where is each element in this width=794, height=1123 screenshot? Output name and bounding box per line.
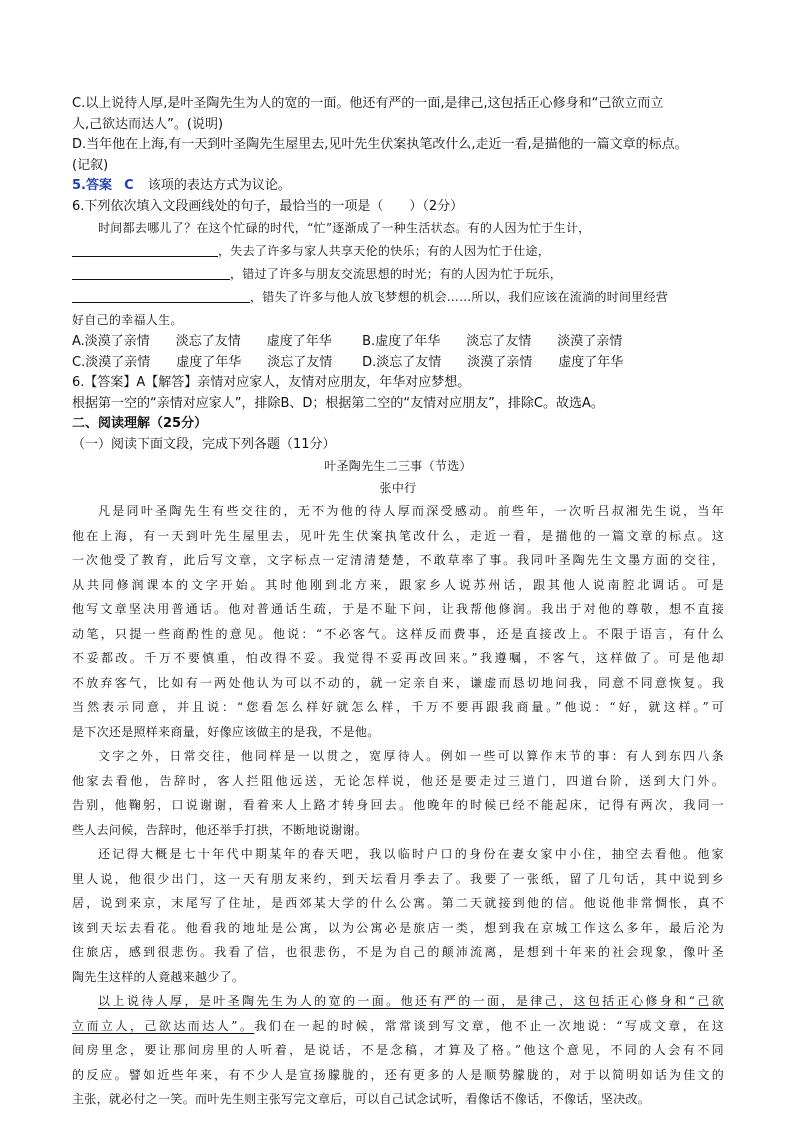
passage-line: 从共同修润课本的文字开始。其时他刚到北方来，跟家乡人说苏州话，跟其他人说南腔北调话。可是	[72, 577, 724, 592]
q6-passage-line-1: 时间都去哪儿了？在这个忙碌的时代，“忙”逐渐成了一种生活状态。有的人因为忙于生计，	[98, 221, 591, 235]
q6-option-a: A.淡漠了亲情 淡忘了友情 虚度了年华	[72, 334, 332, 349]
passage-line: 一次他受了教育，此后写文章，文字标点一定清清楚楚，不敢草率了事。我同叶圣陶先生文墨方面的交往，	[72, 553, 724, 567]
option-row-cd	[72, 353, 724, 374]
option-row-ab	[72, 332, 724, 353]
passage-line: 是下次还是照样来商量，好像应该做主的是我，不是他。	[72, 724, 380, 739]
passage-line: 他家去看他，告辞时，客人拦阻他远送，无论怎样说，他还是要走过三道门，四道台阶，送到大门外。	[72, 773, 724, 788]
passage-line: 不放弃客气，比如有一两处他认为可以不动的，就一定亲自来，谦虚而恳切地问我，同意不同意恢复。我	[72, 675, 724, 690]
passage-line: 他写文章坚决用普通话。他对普通话生疏，于是不耻下问，让我帮他修润。我出于对他的尊敬，想不直接	[72, 602, 724, 616]
passage-line: 立而立人，己欲达而达人”。我们在一起的时候，常常谈到写文章，他不止一次地说：“写成文章，在这	[72, 1018, 724, 1033]
passage-line: 告别，他鞠躬，口说谢谢，看着来人上路才转身回去。他晚年的时候已经不能起床，记得有两次，我同一	[72, 798, 724, 812]
q6-passage-line-4: ，错失了许多与他人放飞梦想的机会……所以，我们应该在流淌的时间里经营	[72, 286, 724, 309]
q6-option-c: C.淡漠了亲情 虚度了年华 淡忘了友情	[72, 354, 333, 370]
document-content	[72, 94, 724, 1112]
passage-line: 的反应。譬如近些年来，有不少人是宣扬朦胧的，还有更多的人是顺势朦胧的，对于以简明如话为佳文的	[72, 1067, 724, 1082]
option-c-line-1: C.以上说待人厚,是叶圣陶先生为人的宽的一面。他还有严的一面,是律己,这包括正心修身和“己欲立而立	[72, 96, 664, 111]
section-2-heading: 二、阅读理解（25分）	[72, 416, 208, 431]
passage-line: 该到天坛去看花。他看我的地址是公寓，以为公寓必是旅店一类，想到我在京城工作这么多年，最后沦为	[72, 920, 724, 935]
blank-2	[72, 265, 230, 280]
q6-passage-line-3: ，错过了许多与朋友交流思想的时光；有的人因为忙于玩乐，	[72, 263, 724, 286]
article-title: 叶圣陶先生二三事（节选）	[324, 459, 472, 473]
passage-line: 动笔，只提一些商酌性的意见。他说：“不必客气。这样反而费事，还是直接改上。不限于语言，有什么	[72, 626, 724, 641]
passage-line: 当然表示同意，并且说：“您看怎么样好就怎么样，千万不要再跟我商量。”他说：“好，就这样。”可	[72, 700, 724, 714]
blank-3	[72, 288, 250, 303]
question-6: 6.下列依次填入文段画线处的句子，最恰当的一项是（ ）（2分）	[72, 198, 464, 214]
underlined-text: 以上说待人厚，是叶圣陶先生为人的宽的一面。他还有严的一面，是律己，这包括正心修身和“己欲	[98, 994, 724, 1008]
subsection-1-heading: （一）阅读下面文段，完成下列各题（11分）	[72, 436, 336, 452]
q6-passage-line-5: 好自己的幸福人生。	[72, 313, 183, 327]
option-d-line-2: (记叙)	[72, 157, 109, 173]
answer-6-line-1: 6.【答案】A【解答】亲情对应家人，友情对应朋友，年华对应梦想。	[72, 375, 471, 390]
answer-5	[72, 176, 724, 197]
answer-5-label: 5.答案	[72, 178, 112, 193]
passage-line: 还记得大概是七十年代中期某年的春天吧，我以临时户口的身份在妻女家中小住，抽空去看他。他家	[98, 847, 724, 861]
passage-line	[72, 989, 724, 1014]
passage-line: 不妥都改。千万不要慎重，怕改得不妥。我觉得不妥再改回来。”我遵嘱，不客气，这样做了。可是他却	[72, 651, 724, 665]
passage-line: 文字之外，日常交往，他同样是一以贯之，宽厚待人。例如一些可以算作末节的事：有人到东四八条	[98, 749, 724, 763]
article-passage	[72, 499, 724, 1112]
passage-line: 他在上海，有一天到叶先生屋里去，见叶先生伏案执笔改什么，走近一看，是描他的一篇文章的标点。这	[72, 528, 724, 543]
passage-line: 主张，就必付之一笑。而叶先生则主张写完文章后，可以自己试念试听，看像话不像话，不像话，坚决改。	[72, 1092, 651, 1106]
passage-line: 陶先生这样的人竟越来越少了。	[72, 969, 245, 984]
answer-5-text: 该项的表达方式为议论。	[147, 178, 291, 193]
underlined-text: 立而立人，己欲达而达人”。	[72, 1018, 255, 1033]
option-c-line-2: 人,己欲达而达人”。(说明)	[72, 116, 224, 132]
answer-6-line-2: 根据第一空的“亲情对应家人”，排除B、D；根据第二空的“友情对应朋友”，排除C。故选A。	[72, 395, 604, 411]
blank-1	[72, 242, 218, 257]
q6-option-d: D.淡忘了友情 淡漠了亲情 虚度了年华	[362, 354, 624, 370]
passage-line: 住旅店，感到很悲伤。我看了信，也很悲伤，不是为自己的颠沛流离，是想到十年来的社会现象，像叶圣	[72, 945, 724, 959]
article-author: 张中行	[379, 481, 417, 495]
passage-line: 些人去问候，告辞时，他还举手打拱，不断地说谢谢。	[72, 822, 368, 837]
passage-line: 凡是同叶圣陶先生有些交往的，无不为他的待人厚而深受感动。前些年，一次听吕叔湘先生说，当年	[98, 504, 724, 518]
answer-5-letter: C	[124, 178, 134, 193]
q6-option-b: B.虚度了年华 淡忘了友情 淡漠了亲情	[362, 334, 623, 349]
passage-line: 里人说，他很少出门，这一天有朋友来约，到天坛看月季去了。我要了一张纸，留了几句话，其中说到乡	[72, 871, 724, 886]
option-d-line-1: D.当年他在上海,有一天到叶圣陶先生屋里去,见叶先生伏案执笔改什么,走近一看,是描他的一篇文章的标点。	[72, 137, 688, 152]
passage-line: 居，说到来京，末尾写了住址，是西郊某大学的什么公寓。第二天就接到他的信。他说他非常惆怅，真不	[72, 896, 724, 910]
passage-line: 间房里念，要让那间房里的人听着，是说话，不是念稿，才算及了格。”他这个意见，不同的人会有不同	[72, 1043, 724, 1057]
q6-passage-line-2: ，失去了许多与家人共享天伦的快乐；有的人因为忙于仕途，	[72, 240, 724, 263]
